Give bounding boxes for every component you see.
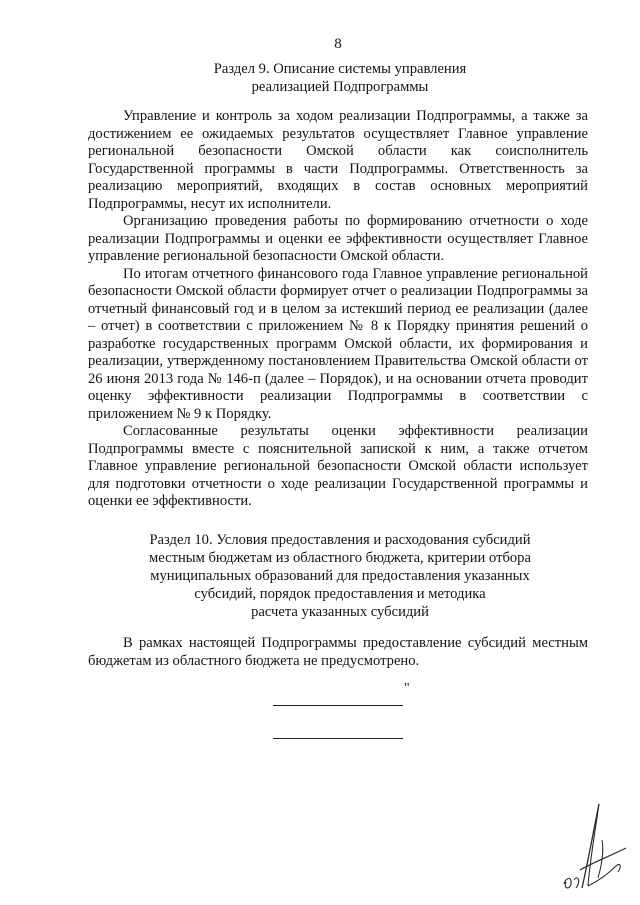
separator-line	[273, 738, 403, 739]
section-9-body	[88, 108, 588, 511]
paragraph: В рамках настоящей Подпрограммы предоставление субсидий местным бюджетам из областного бюджета не предусмотрено.	[88, 635, 588, 669]
handwritten-signature	[552, 800, 632, 895]
heading-line: Раздел 10. Условия предоставления и расходования субсидий	[149, 532, 531, 548]
heading-line: реализацией Подпрограммы	[251, 79, 429, 95]
paragraph: Организацию проведения работы по формированию отчетности о ходе реализации Подпрограммы и оценки ее эффективности осуществляет Главное управление региональной безопасности Омской области.	[88, 213, 588, 264]
heading-line: субсидий, порядок предоставления и методика	[194, 586, 486, 602]
section-10-heading	[140, 531, 540, 621]
paragraph: По итогам отчетного финансового года Главное управление региональной безопасности Омской области формирует отчет о реализации Подпрограммы за отчетный финансовый год и в целом за истекший период ее реализации (далее – отчет) в соответствии с приложением № 8 к Порядку принятия решений о разработке государственных программ Омской области, их формирования и реализации, утвержденному постановлением Правительства Омской области от 26 июня 2013 года № 146-п (далее – Порядок), и на основании отчета проводит оценку эффективности реализации Подпрограммы в соответствии с приложением № 9 к Порядку.	[88, 265, 588, 422]
heading-line: муниципальных образований для предоставления указанных	[150, 568, 530, 584]
heading-line: Раздел 9. Описание системы управления	[213, 61, 467, 77]
section-9-heading	[140, 60, 540, 96]
section-10-body	[88, 635, 588, 670]
separator-line	[273, 705, 403, 706]
heading-line: местным бюджетам из областного бюджета, критерии отбора	[149, 550, 531, 566]
closing-quote-mark: "	[404, 681, 410, 696]
page-number: 8	[334, 36, 342, 52]
paragraph: Управление и контроль за ходом реализации Подпрограммы, а также за достижением ее ожидаемых результатов осуществляет Главное управление региональной безопасности Омской области как соисполнитель Государственной программы в части Подпрограммы. Ответственность за реализацию мероприятий, входящих в состав основных мероприятий Подпрограммы, несут их исполнители.	[88, 108, 588, 212]
heading-line: расчета указанных субсидий	[251, 604, 429, 620]
paragraph: Согласованные результаты оценки эффективности реализации Подпрограммы вместе с пояснительной запиской к ним, а также отчетом Главное управление региональной безопасности Омской области использует для подготовки отчетности о ходе реализации Государственной программы и оценки ее эффективности.	[88, 423, 588, 509]
